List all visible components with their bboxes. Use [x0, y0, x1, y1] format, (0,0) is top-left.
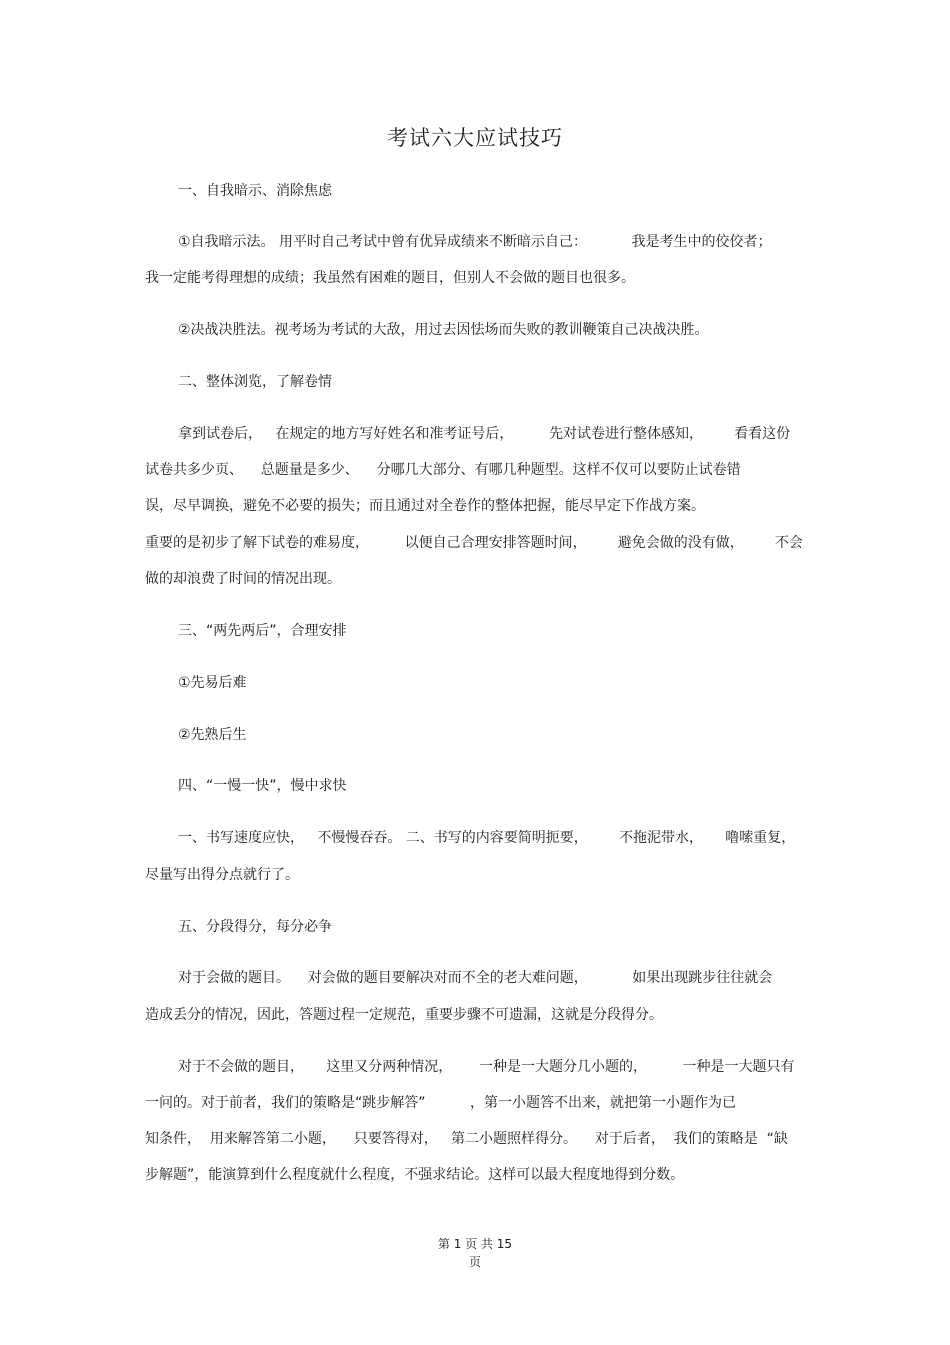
paragraph-line: ①自我暗示法。 用平时自己考试中曾有优异成绩来不断暗示自己： 我是考生中的佼佼者； — [178, 234, 772, 250]
paragraph-line: 对于会做的题目。 对会做的题目要解决对而不全的老大难问题， 如果出现跳步往往就会 — [178, 970, 773, 986]
heading-1: 一、自我暗示、消除焦虑 — [178, 183, 332, 199]
list-item: ①先易后难 — [178, 675, 247, 691]
paragraph-line: 对于不会做的题目， 这里又分两种情况， 一种是一大题分几小题的， 一种是一大题只有 — [178, 1059, 795, 1075]
paragraph-line: 重要的是初步了解下试卷的难易度， 以便自己合理安排答题时间， 避免会做的没有做， 不会 — [145, 535, 803, 551]
paragraph-line: 知条件， 用来解答第二小题， 只要答得对， 第二小题照样得分。 对于后者， 我们的策略是 “缺 — [145, 1131, 788, 1147]
paragraph-line: 试卷共多少页、 总题量是多少、 分哪几大部分、有哪几种题型。这样不仅可以要防止试卷错 — [145, 462, 741, 478]
paragraph-line: 造成丢分的情况，因此，答题过程一定规范，重要步骤不可遗漏，这就是分段得分。 — [145, 1007, 663, 1023]
paragraph-line: 一问的。对于前者，我们的策略是“跳步解答” ，第一小题答不出来，就把第一小题作为已 — [145, 1095, 737, 1111]
paragraph-line: 做的却浪费了时间的情况出现。 — [145, 571, 341, 587]
paragraph-line: 拿到试卷后， 在规定的地方写好姓名和准考证号后， 先对试卷进行整体感知， 看看这份 — [178, 426, 791, 442]
list-item: ②先熟后生 — [178, 727, 247, 743]
page-number: 第 1 页 共 15 — [437, 1237, 513, 1251]
paragraph-line: 尽量写出得分点就行了。 — [145, 867, 299, 883]
heading-2: 二、整体浏览，了解卷情 — [178, 374, 332, 390]
paragraph-line: 步解题”，能演算到什么程度就什么程度，不强求结论。这样可以最大程度地得到分数。 — [145, 1167, 685, 1183]
paragraph-line: 误，尽早调换，避免不必要的损失；而且通过对全卷作的整体把握，能尽早定下作战方案。 — [145, 498, 705, 514]
heading-4: 四、“一慢一快”，慢中求快 — [178, 778, 347, 794]
document-title: 考试六大应试技巧 — [387, 126, 563, 150]
paragraph-line: 我一定能考得理想的成绩；我虽然有困难的题目，但别人不会做的题目也很多。 — [145, 270, 635, 286]
paragraph-line: 一、书写速度应快， 不慢慢吞吞。 二、书写的内容要简明扼要， 不拖泥带水， 噜嗦重复， — [178, 830, 796, 846]
paragraph-line: ②决战决胜法。视考场为考试的大敌，用过去因怯场而失败的教训鞭策自己决战决胜。 — [178, 322, 709, 338]
page-number-suffix: 页 — [468, 1255, 481, 1269]
heading-3: 三、“两先两后”，合理安排 — [178, 623, 347, 639]
heading-5: 五、分段得分，每分必争 — [178, 919, 332, 935]
